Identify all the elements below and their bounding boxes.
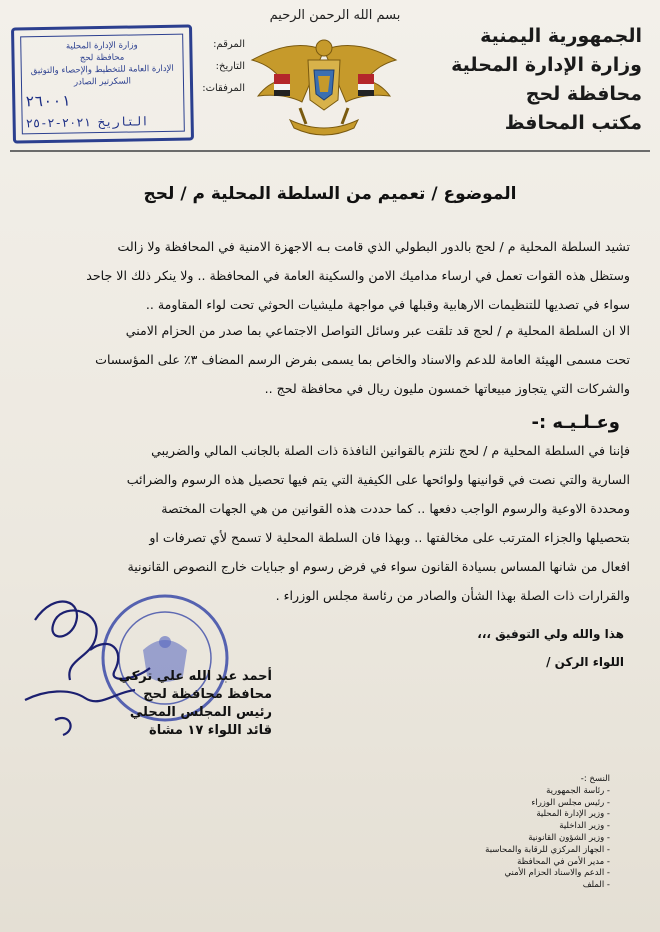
- letterhead-line: محافظة لحج: [525, 83, 642, 105]
- copies-list: [350, 774, 610, 892]
- ref-number-label: المرقم:: [213, 39, 245, 50]
- basmala: بسم الله الرحمن الرحيم: [269, 8, 401, 23]
- text-line: وستظل هذه القوات تعمل في ارساء مداميك الامن والسكينة العامة في المحافظة .. ولا ينكر ذلك الا جاحد: [86, 268, 630, 283]
- stamp-number: ٢٦٠٠١: [25, 91, 71, 111]
- stamp-line: وزارة الإدارة المحلية: [65, 40, 138, 52]
- text-line: فإننا في السلطة المحلية م / لحج نلتزم بالقوانين النافذة ذات الصلة بالجانب المالي والضريبي: [151, 443, 630, 458]
- copies-item: - وزير الشؤون القانونية: [528, 832, 610, 843]
- paragraph-1: [30, 232, 630, 319]
- letterhead-line: الجمهورية اليمنية: [480, 25, 642, 47]
- paragraph-2: [30, 316, 630, 403]
- closing: [477, 620, 624, 676]
- copies-item: - مدير الأمن في المحافظة: [517, 856, 610, 867]
- text-line: افعال من شانها المساس بسيادة القانون سواء في فرض رسوم او جبايات خارج النصوص القانونية: [127, 559, 630, 574]
- copies-item: - وزير الإدارة المحلية: [536, 809, 610, 820]
- copies-item: - رئيس مجلس الوزراء: [531, 797, 610, 808]
- text-line: والقرارات ذات الصلة بهذا الشأن والصادر من رئاسة مجلس الوزراء .: [275, 588, 630, 603]
- letterhead-right: [442, 22, 642, 138]
- therefore-heading: وعـلـيـه :-: [531, 412, 620, 433]
- copies-item: - رئاسة الجمهورية: [546, 785, 610, 796]
- reference-labels: [185, 34, 245, 100]
- stamp-date: التاريخ ٢٠٢١-٢-٢٥: [25, 114, 149, 131]
- text-line: والشركات التي يتجاوز مبيعاتها خمسون مليون ريال في محافظة لحج ..: [264, 381, 630, 396]
- ref-date-label: التاريخ:: [215, 61, 245, 72]
- copies-item: - الملف: [582, 880, 610, 891]
- signatory-title: قائد اللواء ١٧ مشاة: [149, 723, 272, 738]
- signatory-title: رئيس المجلس المحلي: [129, 705, 272, 720]
- text-line: سواء في تصديها للتنظيمات الارهابية وقبلها في مواجهة مليشيات الحوثي تحت لواء المقاومة ..: [145, 297, 630, 312]
- header-divider: [10, 150, 650, 152]
- stamp-line: الإدارة العامة للتخطيط والإحصاء والتوثيق: [30, 63, 174, 77]
- copies-title: النسخ :-: [580, 774, 610, 784]
- signatory-title: محافظ محافظة لحج: [143, 687, 272, 702]
- text-line: بتحصيلها والجزاء المترتب على مخالفتها .. وبهذا فان السلطة المحلية لا تسمح لأي تصرفات او: [149, 530, 630, 545]
- subject-line: الموضوع / تعميم من السلطة المحلية م / لحج: [143, 184, 517, 204]
- copies-item: - الجهاز المركزي للرقابة والمحاسبة: [485, 844, 610, 855]
- ref-attachments-label: المرفقات:: [202, 83, 245, 94]
- text-line: تشيد السلطة المحلية م / لحج بالدور البطولي الذي قامت بـه الاجهزة الامنية في المحافظة ولا زالت: [117, 239, 630, 254]
- signatory-block: [92, 668, 272, 740]
- copies-item: - وزير الداخلية: [559, 821, 610, 832]
- stamp-line: محافظة لحج: [79, 52, 125, 64]
- incoming-stamp: [11, 24, 194, 143]
- text-line: الا ان السلطة المحلية م / لحج قد تلقت عبر وسائل التواصل الاجتماعي بما صدر من الحزام الامني: [125, 323, 630, 338]
- stamp-line: السكرتير الصادر: [73, 76, 132, 88]
- copies-item: - الدعم والاسناد الحزام الأمني: [504, 868, 610, 879]
- signatory-name: أحمد عبد الله علي تركي: [118, 669, 272, 684]
- text-line: تحت مسمى الهيئة العامة للدعم والاسناد والخاص بما يسمى بفرض الرسم المضاف ٣٪ على المؤسسات: [95, 352, 630, 367]
- closing-line: اللواء الركن /: [546, 655, 624, 669]
- letterhead-line: مكتب المحافظ: [504, 112, 642, 134]
- text-line: ومحددة الاوعية والرسوم الواجب دفعها .. كما حددت هذه القوانين من هي الجهات المختصة: [161, 501, 630, 516]
- letterhead-line: وزارة الإدارة المحلية: [451, 54, 642, 76]
- closing-line: هذا والله ولي التوفيق ،،،: [477, 627, 624, 641]
- yemen-emblem-icon: [244, 30, 404, 142]
- text-line: السارية والتي نصت في قوانينها ولوائحها على الكيفية التي يتم فيها تحصيل هذه الرسوم والضرائب: [126, 472, 630, 487]
